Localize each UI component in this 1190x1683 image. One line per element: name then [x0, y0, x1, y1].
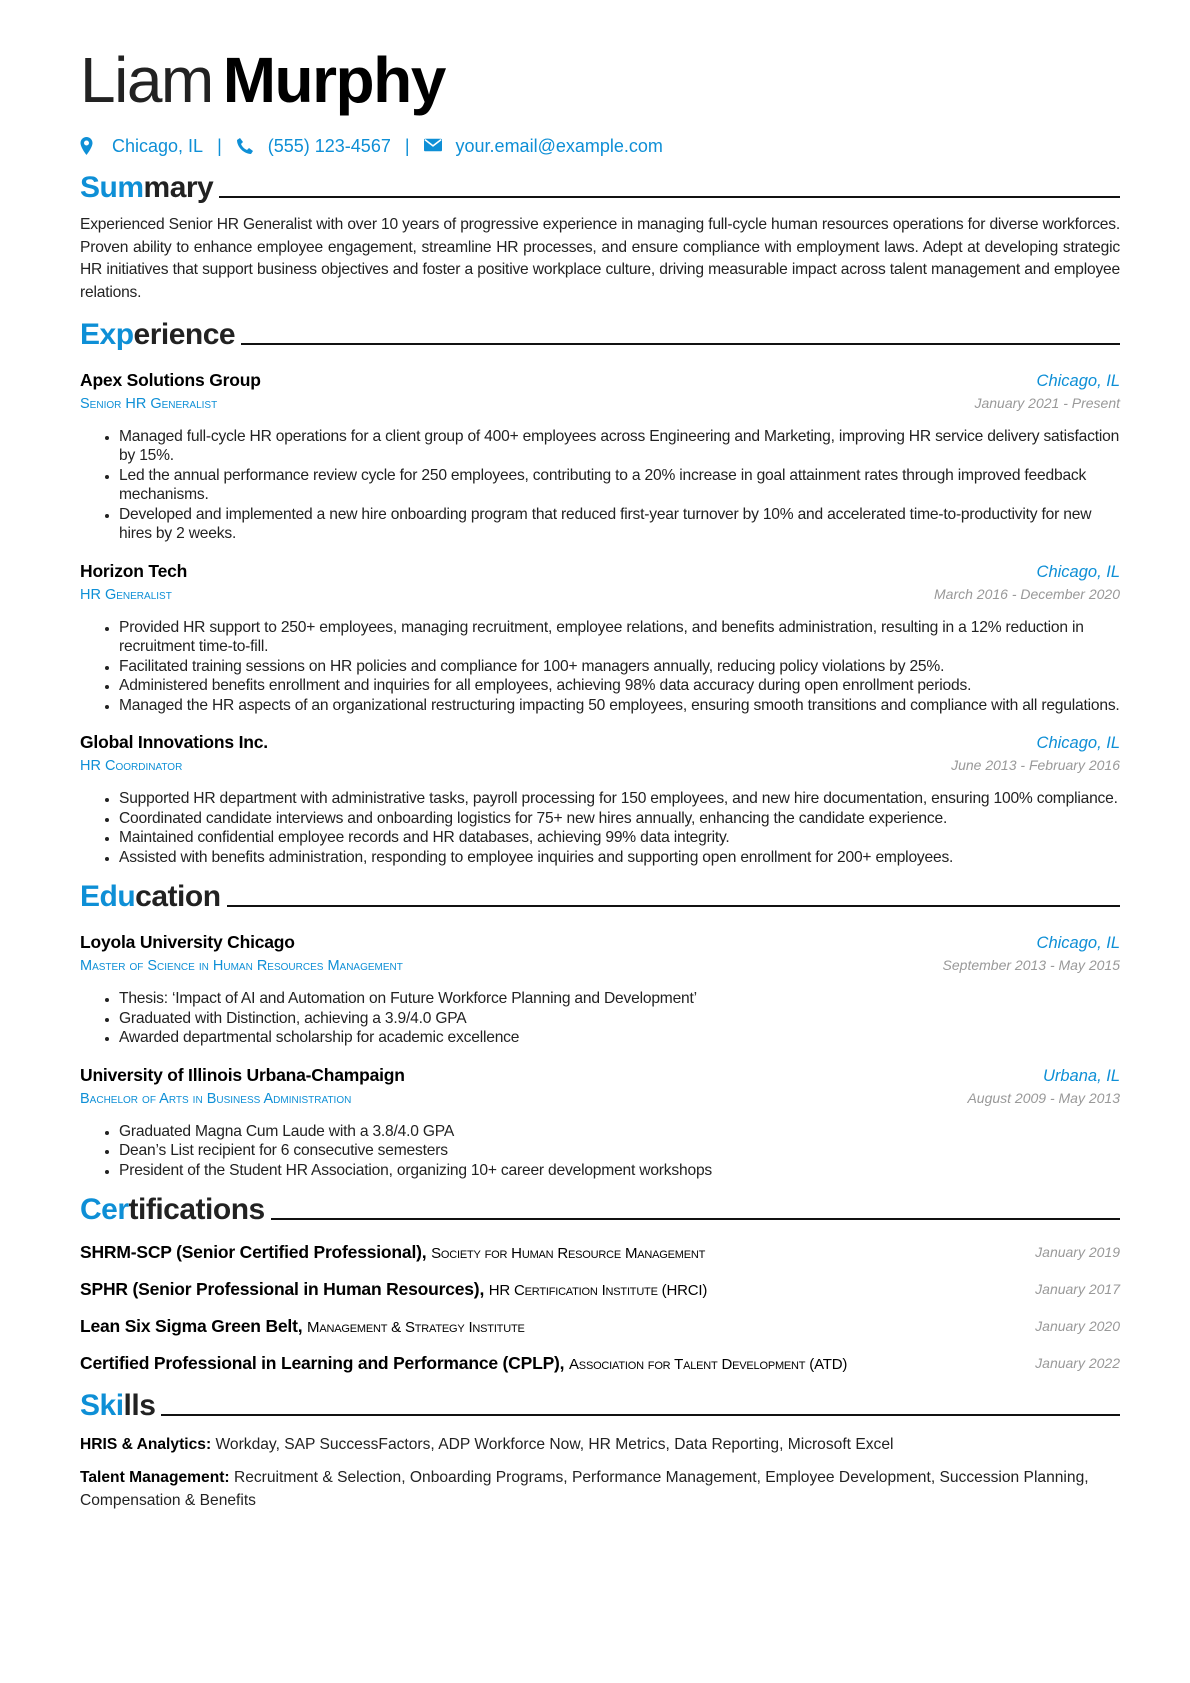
company-name: Horizon Tech — [80, 560, 188, 581]
certification-issuer: Society for Human Resource Management — [431, 1245, 706, 1263]
bullet-item: • Awarded departmental scholarship for academic excellence — [119, 1028, 1120, 1048]
resume — [80, 0, 1120, 1512]
entry-dates: September 2013 - May 2015 — [942, 957, 1120, 974]
job-title: HR Generalist — [80, 586, 172, 603]
certification-issuer: Management & Strategy Institute — [307, 1319, 525, 1337]
skill-values: Recruitment & Selection, Onboarding Programs, Performance Management, Employee Development, Succession Planning, Compensation & Benefits — [80, 1469, 1089, 1509]
bullet-list — [80, 1122, 1120, 1181]
job-title: Senior HR Generalist — [80, 395, 218, 412]
education-entry — [80, 929, 1120, 1048]
bullet-item: • Managed the HR aspects of an organizational restructuring impacting 50 employees, ensuring smooth transitions and compliance with all regulations. — [119, 696, 1120, 716]
heading-rest: tifications — [128, 1193, 265, 1227]
certifications-heading — [80, 1192, 265, 1228]
certification-item — [80, 1241, 1120, 1265]
summary-text: Experienced Senior HR Generalist with over 10 years of progressive experience in managing full-cycle human resources operations for diverse workforces. Proven ability to enhance employee engagement, streamline HR processes, and ensure compliance with employment laws. Adept at developing strategic HR initiatives that support business objectives and foster a positive workplace culture, driving measurable impact across talent management and employee relations. — [80, 216, 1120, 302]
bullet-item: • Led the annual performance review cycle for 250 employees, contributing to a 20% increase in goal attainment rates through improved feedback mechanisms. — [119, 466, 1120, 505]
degree: Master of Science in Human Resources Management — [80, 958, 403, 975]
entry-row — [80, 367, 1120, 393]
entry-dates: August 2009 - May 2013 — [967, 1089, 1120, 1106]
bullet-item: • Assisted with benefits administration, responding to employee inquiries and supporting open enrollment for 200+ employees. — [119, 848, 1120, 868]
entry-row — [80, 955, 1120, 977]
heading-rest: cation — [135, 880, 221, 914]
bullet-item: • Graduated Magna Cum Laude with a 3.8/4.0 GPA — [119, 1122, 1120, 1142]
skill-line — [80, 1467, 1120, 1512]
skill-values: Workday, SAP SuccessFactors, ADP Workforce Now, HR Metrics, Data Reporting, Microsoft Excel — [215, 1436, 894, 1454]
bullet-item: • Coordinated candidate interviews and onboarding logistics for 75+ new hires annually, enhancing the candidate experience. — [119, 809, 1120, 829]
heading-rest: erience — [133, 317, 236, 351]
skills-section-header — [80, 1388, 1120, 1424]
certification-date: January 2017 — [1035, 1281, 1120, 1298]
entry-location: Chicago, IL — [1036, 371, 1120, 390]
heading-accent: Ski — [80, 1389, 124, 1423]
phone[interactable]: (555) 123-4567 — [267, 135, 391, 156]
heading-rest: lls — [123, 1389, 156, 1423]
bullet-item: • Maintained confidential employee records and HR databases, achieving 99% data integrity. — [119, 828, 1120, 848]
section-rule — [219, 196, 1120, 198]
bullet-item: • Supported HR department with administrative tasks, payroll processing for 150 employees, and new hire documentation, ensuring 100% compliance. — [119, 789, 1120, 809]
bullet-item: • Administered benefits enrollment and inquiries for all employees, achieving 98% data accuracy during open enrollment periods. — [119, 676, 1120, 696]
summary-section-header — [80, 170, 1120, 206]
entry-location: Chicago, IL — [1036, 734, 1120, 753]
entry-row — [80, 584, 1120, 606]
skills-heading — [80, 1388, 155, 1424]
bullet-list — [80, 427, 1120, 544]
section-rule — [161, 1414, 1120, 1416]
last-name: Murphy — [222, 44, 445, 116]
entry-row — [80, 558, 1120, 584]
summary-heading — [80, 170, 213, 206]
entry-dates: June 2013 - February 2016 — [951, 757, 1120, 774]
candidate-name — [80, 44, 1120, 116]
company-name: Apex Solutions Group — [80, 369, 261, 390]
entry-location: Chicago, IL — [1036, 562, 1120, 581]
experience-entry — [80, 729, 1120, 867]
certification-item — [80, 1278, 1120, 1302]
degree: Bachelor of Arts in Business Administration — [80, 1090, 352, 1107]
phone-icon — [236, 137, 254, 155]
certification-text: SPHR (Senior Professional in Human Resources), HR Certification Institute (HRCI) — [80, 1279, 708, 1300]
company-name: Global Innovations Inc. — [80, 732, 268, 753]
certification-date: January 2019 — [1035, 1244, 1120, 1261]
experience-entry — [80, 367, 1120, 544]
map-pin-icon — [80, 137, 98, 155]
school-name: University of Illinois Urbana-Champaign — [80, 1064, 405, 1085]
heading-accent: Exp — [80, 317, 134, 351]
entry-location: Urbana, IL — [1042, 1066, 1120, 1085]
bullet-item: • Graduated with Distinction, achieving a 3.9/4.0 GPA — [119, 1009, 1120, 1029]
bullet-item: • Managed full-cycle HR operations for a client group of 400+ employees across Engineering and Marketing, improving HR service delivery satisfaction by 15%. — [119, 427, 1120, 466]
bullet-item: • Facilitated training sessions on HR policies and compliance for 100+ managers annually, reducing policy violations by 25%. — [119, 657, 1120, 677]
certification-text: SHRM-SCP (Senior Certified Professional), Society for Human Resource Management — [80, 1242, 706, 1263]
certification-item — [80, 1315, 1120, 1339]
bullet-list — [80, 789, 1120, 867]
certification-date: January 2022 — [1035, 1355, 1120, 1372]
bullet-list — [80, 989, 1120, 1048]
first-name: Liam — [80, 44, 213, 116]
heading-accent: Cer — [80, 1193, 129, 1227]
certification-issuer: Association for Talent Development (ATD) — [569, 1356, 848, 1374]
section-rule — [241, 343, 1120, 345]
section-rule — [271, 1218, 1120, 1220]
bullet-item: • President of the Student HR Association, organizing 10+ career development workshops — [119, 1161, 1120, 1181]
school-name: Loyola University Chicago — [80, 932, 295, 953]
bullet-item: • Provided HR support to 250+ employees, managing recruitment, employee relations, and benefits administration, resulting in a 12% reduction in recruitment time-to-fill. — [119, 618, 1120, 657]
education-section-header — [80, 879, 1120, 915]
location: Chicago, IL — [112, 135, 204, 156]
skill-line — [80, 1434, 1120, 1457]
email-link[interactable]: your.email@example.com — [455, 135, 663, 156]
experience-heading — [80, 317, 235, 353]
certification-title: Certified Professional in Learning and Performance (CPLP) — [80, 1353, 560, 1374]
heading-accent: Edu — [80, 880, 136, 914]
education-entry — [80, 1062, 1120, 1181]
entry-location: Chicago, IL — [1036, 934, 1120, 953]
entry-dates: January 2021 - Present — [974, 394, 1120, 411]
certification-title: SHRM-SCP (Senior Certified Professional) — [80, 1242, 422, 1263]
certifications-section-header — [80, 1192, 1120, 1228]
entry-row — [80, 1062, 1120, 1088]
skill-category: HRIS & Analytics: — [80, 1436, 212, 1454]
entry-row — [80, 1088, 1120, 1110]
entry-row — [80, 393, 1120, 415]
entry-row — [80, 755, 1120, 777]
heading-accent: Sum — [80, 171, 144, 204]
separator: | — [404, 135, 410, 156]
section-rule — [227, 905, 1120, 907]
certification-text: Certified Professional in Learning and Performance (CPLP), Association for Talent Development (ATD) — [80, 1353, 848, 1374]
certification-title: Lean Six Sigma Green Belt — [80, 1316, 298, 1337]
certification-date: January 2020 — [1035, 1318, 1120, 1335]
education-heading — [80, 879, 221, 915]
contact-line — [80, 134, 1120, 158]
certification-title: SPHR (Senior Professional in Human Resources) — [80, 1279, 480, 1300]
skill-category: Talent Management: — [80, 1469, 230, 1487]
entry-row — [80, 929, 1120, 955]
bullet-item: • Thesis: ‘Impact of AI and Automation on Future Workforce Planning and Development’ — [119, 989, 1120, 1009]
entry-dates: March 2016 - December 2020 — [934, 585, 1120, 602]
experience-section-header — [80, 317, 1120, 353]
certification-text: Lean Six Sigma Green Belt, Management & Strategy Institute — [80, 1316, 525, 1337]
bullet-item: • Developed and implemented a new hire onboarding program that reduced first-year turnover by 10% and accelerated time-to-productivity for new hires by 2 weeks. — [119, 505, 1120, 544]
experience-entry — [80, 558, 1120, 716]
heading-rest: mary — [143, 171, 214, 204]
entry-row — [80, 729, 1120, 755]
separator: | — [217, 135, 222, 156]
bullet-list — [80, 618, 1120, 716]
certification-item — [80, 1352, 1120, 1376]
job-title: HR Coordinator — [80, 758, 183, 775]
bullet-item: • Dean’s List recipient for 6 consecutive semesters — [119, 1141, 1120, 1161]
certification-issuer: HR Certification Institute (HRCI) — [488, 1282, 708, 1300]
envelope-icon — [424, 137, 442, 155]
